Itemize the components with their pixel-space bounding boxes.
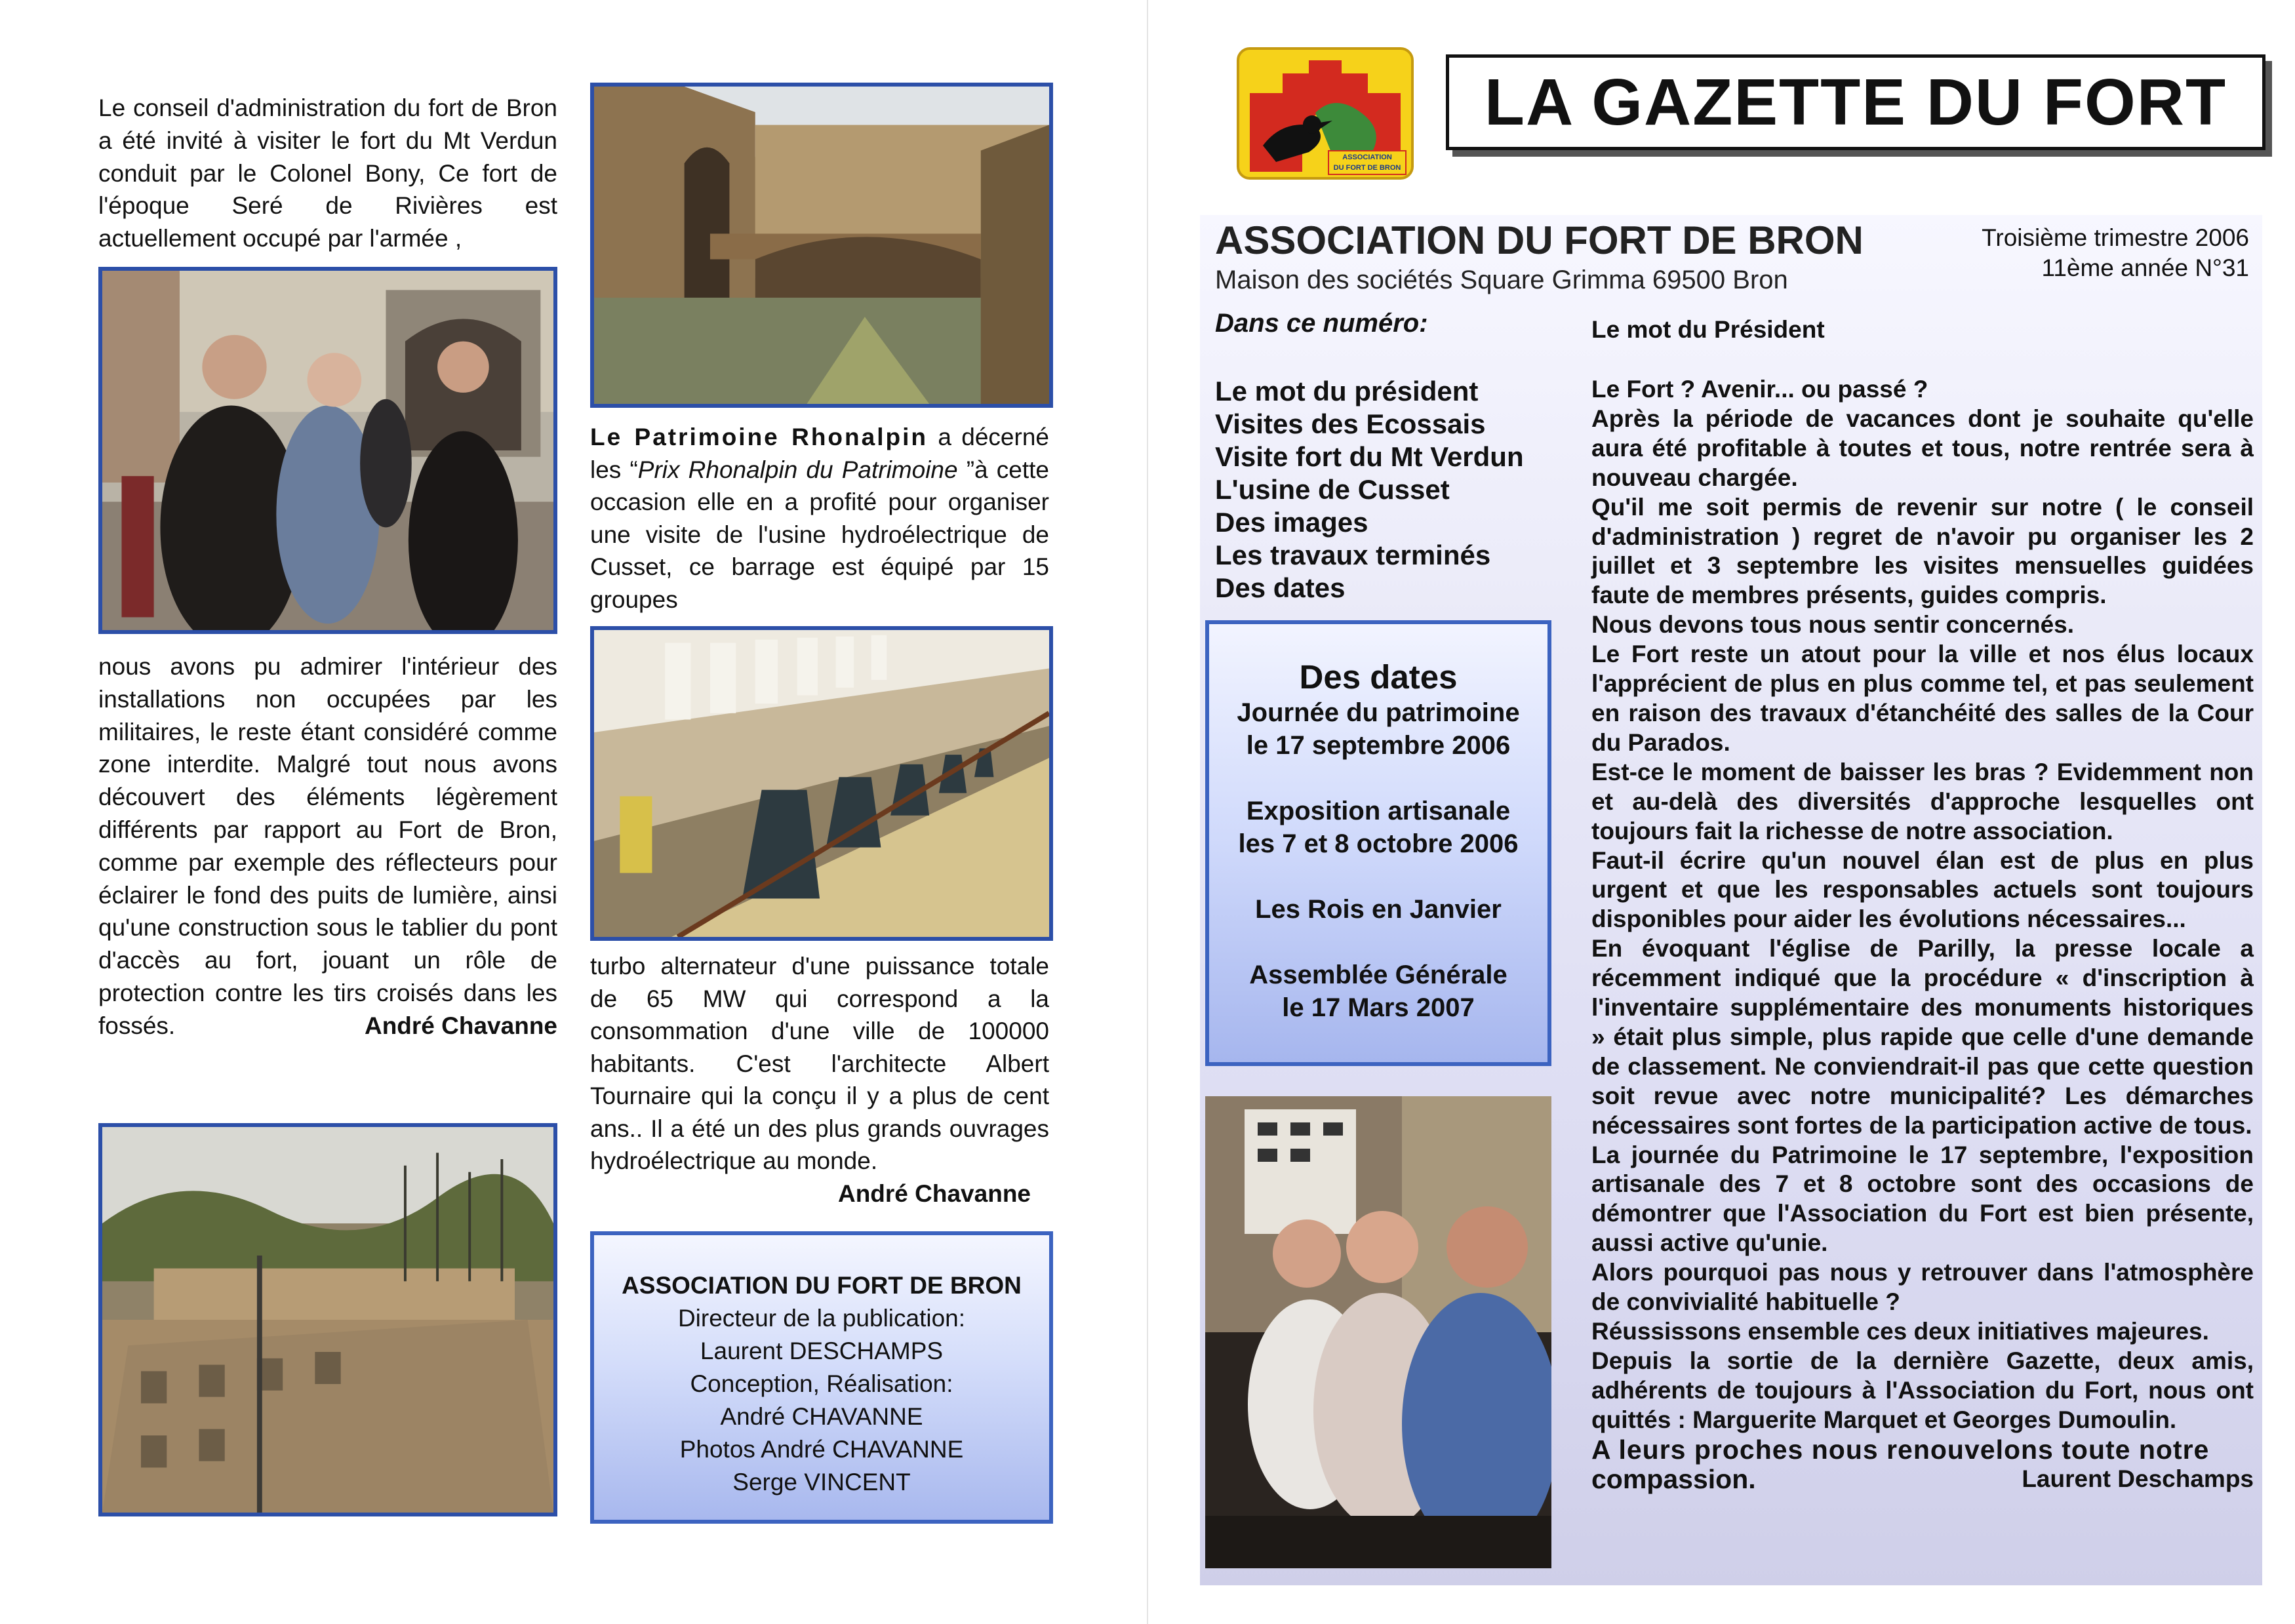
date-entry-title: Exposition artisanale — [1246, 797, 1511, 825]
credits-photos-name: Serge VINCENT — [732, 1469, 911, 1495]
credits-design-label: Conception, Réalisation: — [690, 1370, 953, 1397]
credits-design-name: André CHAVANNE — [720, 1403, 923, 1430]
cusset-main-text — [590, 950, 1049, 1210]
contents-list — [1215, 375, 1524, 604]
contents-heading: Dans ce numéro: — [1215, 309, 1428, 338]
president-closing: A leurs proches nous renouvelons toute notre — [1591, 1434, 2210, 1465]
president-paragraph: Après la période de vacances dont je souhaite qu'elle aura été profitable à toutes et tous, notre rentrée sera à nouveau chargée. — [1591, 405, 2254, 491]
association-logo — [1237, 47, 1414, 180]
date-entry-date: les 7 et 8 octobre 2006 — [1238, 829, 1519, 858]
logo-text-line2: DU FORT DE BRON — [1333, 164, 1401, 172]
rhonalpin-text-b: ”à cette occasion elle en a profité pour organiser une visite de l'usine hydroélectrique de Cusset, ce barrage est équipé par 15 groupes — [590, 456, 1049, 613]
turbine-hall-photo — [590, 626, 1053, 941]
date-entry-date: le 17 Mars 2007 — [1282, 993, 1475, 1022]
verdun-signature: André Chavanne — [364, 1012, 557, 1039]
verdun-main-paragraph: nous avons pu admirer l'intérieur des installations non occupées par les militaires, le reste étant considéré comme zone interdite. Malgré tout nous avons découvert des éléments légèrement différents par rapport au Fort de Bron, comme par exemple des réflecteurs pour éclairer le fond des puits de lumière, ainsi qu'une construction sous le tablier du pont d'accès au fort, jouant un rôle de protection contre les tirs croisés dans les fossés. — [98, 653, 557, 1039]
rhonalpin-text-a: a décerné les “ — [590, 424, 1049, 483]
dates-heading: Des dates — [1299, 658, 1458, 696]
president-signature: Laurent Deschamps — [2022, 1465, 2254, 1492]
president-paragraph: Alors pourquoi pas nous y retrouver dans l'atmosphère de convivialité habituelle ? — [1591, 1259, 2254, 1316]
president-paragraph: Depuis la sortie de la dernière Gazette, deux amis, adhérents de toujours à l'Association du Fort, nous ont quittés : Marguerite Marquet et Georges Dumoulin. — [1591, 1347, 2254, 1433]
president-paragraph: Nous devons tous nous sentir concernés. — [1591, 611, 2075, 639]
president-paragraph: Faut-il écrire qu'un nouvel élan est de plus en plus urgent et que les responsables actuels sont toujours disponibles pour aider les évolutions nécessaires... — [1591, 846, 2254, 933]
rhonalpin-org-name: Le Patrimoine Rhonalpin — [590, 424, 928, 450]
verdun-main-text — [98, 650, 557, 1042]
issue-info — [1941, 223, 2249, 283]
president-paragraph: Réussissons ensemble ces deux initiatives majeures. — [1591, 1318, 2209, 1345]
president-paragraph: Est-ce le moment de baisser les bras ? Evidemment non et au-delà des diversités d'approche lesquelles ont toujours fait la richesse de notre association. — [1591, 758, 2254, 844]
publication-credits-box — [590, 1231, 1053, 1524]
date-entry-title: Journée du patrimoine — [1237, 698, 1520, 727]
masthead-title: LA GAZETTE DU FORT — [1484, 65, 2227, 139]
contents-item: Visites des Ecossais — [1215, 408, 1486, 439]
association-address: Maison des sociétés Square Grimma 69500 Bron — [1215, 266, 1788, 294]
elderly-people-photo — [1205, 1096, 1551, 1568]
president-paragraph: Le Fort ? Avenir... ou passé ? — [1591, 376, 1928, 403]
issue-number: 11ème année N°31 — [2041, 254, 2249, 281]
president-signoff — [1591, 1465, 2254, 1494]
logo-text-line1: ASSOCIATION — [1342, 153, 1392, 161]
contents-item: Des dates — [1215, 572, 1346, 603]
contents-item: Les travaux terminés — [1215, 540, 1491, 570]
president-paragraph: La journée du Patrimoine le 17 septembre, l'exposition artisanale des 7 et 8 octobre sont des occasions de démontrer que l'Association du Fort est bien présente, aussi active qu'unie. — [1591, 1141, 2254, 1257]
fort-ramparts-photo — [98, 1123, 557, 1516]
contents-item: Le mot du président — [1215, 376, 1479, 406]
date-entry — [1209, 959, 1547, 1024]
contents-item: Des images — [1215, 507, 1368, 538]
contents-item: Visite fort du Mt Verdun — [1215, 441, 1524, 472]
verdun-intro-text — [98, 92, 557, 255]
group-visit-photo — [98, 267, 557, 634]
president-heading: Le mot du Président — [1591, 316, 1825, 343]
date-entry — [1209, 795, 1547, 860]
credits-photos-line: Photos André CHAVANNE — [679, 1436, 964, 1463]
date-entry-date: le 17 septembre 2006 — [1246, 731, 1511, 760]
date-entry — [1209, 696, 1547, 762]
issue-quarter: Troisième trimestre 2006 — [1982, 224, 2249, 251]
rhonalpin-prize-name: Prix Rhonalpin du Patrimoine — [637, 456, 958, 483]
credits-director-name: Laurent DESCHAMPS — [700, 1337, 944, 1364]
cusset-signature: André Chavanne — [837, 1179, 1031, 1207]
credits-director-label: Directeur de la publication: — [677, 1305, 966, 1332]
rhonalpin-intro-text — [590, 421, 1049, 616]
president-paragraph: Qu'il me soit permis de revenir sur notre ( le conseil d'administration ) regret de n'avoir pu organiser les 2 juillet et 3 septembre les visites mensuelles guidées faute de membres présents, guides compris. — [1591, 493, 2254, 609]
president-paragraph: Le Fort reste un atout pour la ville et nos élus locaux l'apprécient de plus en plus comme tel, et pas seulement en raison des travaux d'étanchéité des salles de la Cour du Parados. — [1591, 641, 2254, 756]
masthead-box — [1446, 54, 2265, 150]
date-entry-title: Assemblée Générale — [1249, 961, 1507, 989]
dates-box — [1205, 620, 1551, 1066]
president-message — [1591, 375, 2254, 1494]
cusset-main-paragraph: turbo alternateur d'une puissance totale de 65 MW qui correspond a la consommation d'une ville de 100000 habitants. C'est l'architecte Albert Tournaire qui la conçu il y a plus de cent ans.. Il a été un des plus grands ouvrages hydroélectrique au monde. — [590, 953, 1049, 1174]
president-paragraph: En évoquant l'église de Parilly, la presse locale a récemment indiqué que la procédure « d'inscription à l'inventaire supplémentaire des monuments historiques » était plus simple, plus rapide que celle d'une demande de classement. Ne conviendrait-il pas que cette question soit revue avec notre municipalité? Les démarches nécessaires sont fortes de la participation active de tous. — [1591, 935, 2254, 1139]
contents-item: L'usine de Cusset — [1215, 474, 1450, 505]
date-entry-title: Les Rois en Janvier — [1255, 895, 1502, 924]
president-closing-end: compassion. — [1591, 1463, 1756, 1494]
date-entry — [1209, 893, 1547, 926]
page-fold — [1147, 0, 1148, 1624]
verdun-intro-paragraph: Le conseil d'administration du fort de Bron a été invité à visiter le fort du Mt Verdun conduit par le Colonel Bony, Ce fort de l'époque Seré de Rivières est actuellement occupé par l'armée , — [98, 94, 557, 252]
fort-bridge-photo — [590, 83, 1053, 408]
association-title: ASSOCIATION DU FORT DE BRON — [1215, 218, 1864, 262]
credits-org-name: ASSOCIATION DU FORT DE BRON — [622, 1272, 1022, 1299]
